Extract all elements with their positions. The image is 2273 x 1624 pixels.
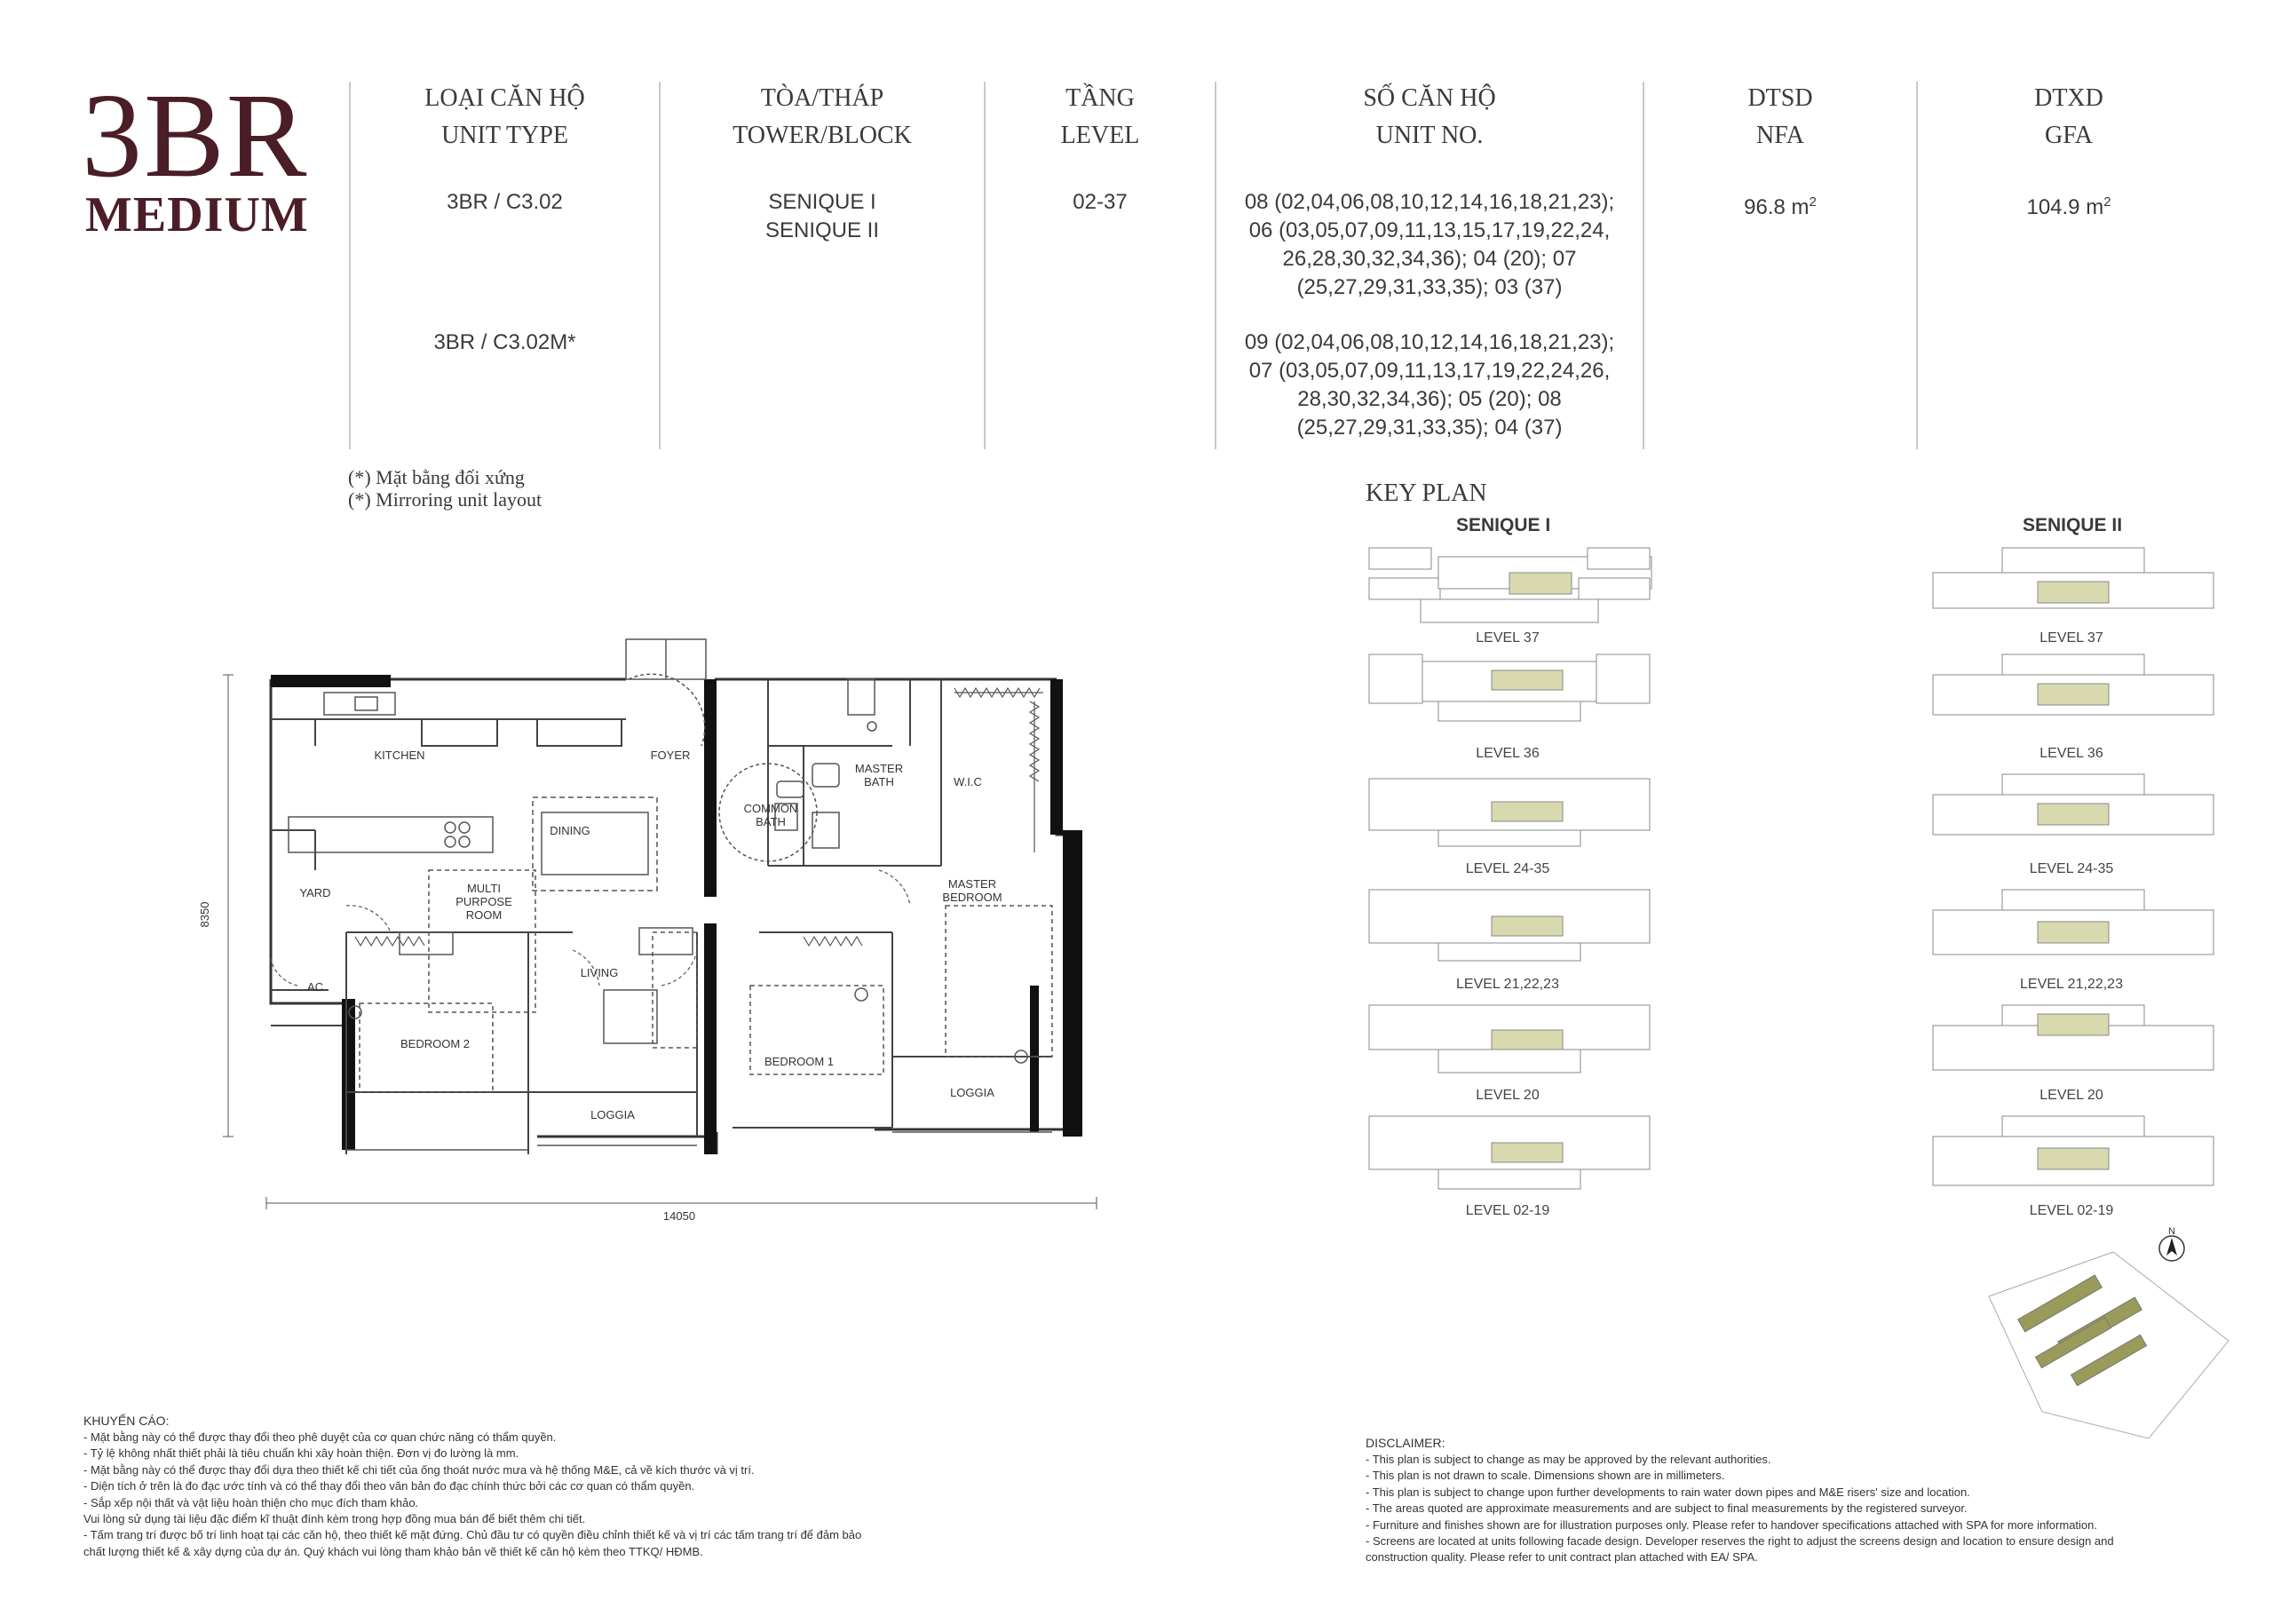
unit-type-value: 3BR / C3.02 [447, 190, 563, 214]
key-plan-tower-1: SENIQUE I [1456, 515, 1551, 535]
title-medium: MEDIUM [85, 187, 309, 242]
room-ac: AC [306, 980, 324, 994]
room-common-bath: COMMON [743, 802, 798, 815]
north-arrow-icon [2156, 1225, 2188, 1264]
header-unit-type: LOẠI CĂN HỘ UNIT TYPE [424, 84, 585, 149]
mirror-note-en: (*) Mirroring unit layout [348, 488, 543, 511]
key-plan-level-label: LEVEL 36 [1476, 746, 1540, 761]
disclaimer-en-title: DISCLAIMER: [1366, 1436, 1445, 1450]
key-plan-senique-2-level-02-19 [1931, 1114, 2215, 1194]
room-wic: W.I.C [954, 775, 982, 788]
key-plan-level-label: LEVEL 24-35 [2029, 861, 2114, 876]
room-bedroom-2: BEDROOM 2 [400, 1037, 471, 1050]
key-plan-tower-2: SENIQUE II [2023, 515, 2123, 535]
mirror-note-vi: (*) Mặt bằng đối xứng [348, 466, 525, 488]
header-gfa: DTXD GFA [2034, 84, 2103, 149]
level-value: 02-37 [1073, 190, 1128, 214]
room-master-bedroom: BEDROOM [942, 891, 1002, 904]
gfa-value: 104.9 $m^2$ [2026, 194, 2111, 219]
key-plan-senique-1-level-20 [1367, 1003, 1651, 1079]
site-plan [1980, 1243, 2237, 1447]
room-master-bath: BATH [864, 775, 894, 788]
key-plan-senique-2-level-37 [1931, 546, 2215, 630]
key-plan-senique-1-level-24-35 [1367, 777, 1651, 848]
unit-type-mirror-value: 3BR / C3.02M* [433, 330, 576, 354]
key-plan-senique-2-level-21-23 [1931, 888, 2215, 968]
room-kitchen: KITCHEN [374, 749, 425, 762]
dim-width: 14050 [662, 1209, 696, 1223]
room-loggia: LOGGIA [950, 1086, 994, 1099]
key-plan-senique-1-level-02-19 [1367, 1114, 1651, 1194]
header-level: TẦNG LEVEL [1060, 84, 1140, 149]
room-dining: DINING [550, 824, 590, 837]
room-multi-purpose: MULTI [466, 882, 502, 895]
floor-plan [200, 639, 1141, 1230]
key-plan-level-label: LEVEL 20 [2039, 1088, 2103, 1103]
nfa-value: 96.8 $m^2$ [1744, 194, 1817, 219]
key-plan-level-label: LEVEL 24-35 [1465, 861, 1550, 876]
key-plan-level-label: LEVEL 21,22,23 [2020, 977, 2123, 992]
room-foyer: FOYER [650, 749, 691, 762]
room-master-bath: MASTER [854, 762, 904, 775]
key-plan-level-label: LEVEL 20 [1476, 1088, 1540, 1103]
dim-height: 8350 [198, 901, 211, 928]
key-plan-senique-2-level-36 [1931, 653, 2215, 724]
key-plan-senique-1-level-37 [1367, 546, 1651, 630]
room-common-bath: BATH [756, 815, 786, 828]
key-plan-level-label: LEVEL 37 [1476, 630, 1540, 646]
key-plan-senique-2-level-24-35 [1931, 772, 2215, 848]
title-3br: 3BR [82, 69, 309, 202]
tower-value: SENIQUE I SENIQUE II [764, 190, 880, 242]
header-nfa: DTSD NFA [1747, 84, 1813, 149]
key-plan-level-label: LEVEL 21,22,23 [1456, 977, 1559, 992]
key-plan-level-label: LEVEL 02-19 [1465, 1203, 1550, 1218]
key-plan-senique-1-level-36 [1367, 653, 1651, 724]
key-plan-level-label: LEVEL 37 [2039, 630, 2103, 646]
room-loggia: LOGGIA [590, 1108, 635, 1121]
key-plan-level-label: LEVEL 02-19 [2029, 1203, 2114, 1218]
room-multi-purpose: PURPOSE [455, 895, 512, 908]
disclaimer-vi-title: KHUYẾN CÁO: [83, 1414, 170, 1428]
unit-no-mirror-value: 09 (02,04,06,08,10,12,14,16,18,21,23); 07 (03,05,07,09,11,13,17,19,22,24,26, 28,30,32,34,36); 05 (20); 08 (25,27,29,31,33,35); 04 (37) [1244, 330, 1615, 440]
key-plan-senique-2-level-20 [1931, 1003, 2215, 1079]
header-tower: TÒA/THÁP TOWER/BLOCK [733, 84, 912, 149]
key-plan-level-label: LEVEL 36 [2039, 746, 2103, 761]
disclaimer-en-list: - This plan is subject to change as may be approved by the relevant authorities. - This plan is not drawn to scale. Dimensions shown are in millimeters. - This plan is subject to change upon further developments to rain water down pipes and M&E risers' size and location. - The areas quoted are approximate measurements and are subject to final measurements by the registered surveyor. - Furniture and finishes shown are for illustration purposes only. Please refer to handover specifications attached with SPA for more information. - Screens are located at units following facade design. Developer reserves the right to adjust the screens design and location to ensure design and construction quality. Please refer to unit contract plan attached with EA/ SPA. [1366, 1453, 2114, 1565]
room-living: LIVING [580, 966, 619, 979]
room-yard: YARD [299, 886, 331, 899]
room-master-bedroom: MASTER [947, 877, 997, 891]
north-label: N [2168, 1226, 2175, 1237]
key-plan-title: KEY PLAN [1366, 479, 1487, 507]
disclaimer-vi-list: - Mặt bằng này có thể được thay đổi theo phê duyệt của cơ quan chức năng có thẩm quyền. - Tỷ lệ không nhất thiết phải là tiêu chuẩn khi xây hoàn thiện. Đơn vị đo lường là mm. - Mặt bằng này có thể được thay đổi dựa theo thiết kế chi tiết của ống thoát nước mưa và hệ thống M&E, cả về kích thước và vị trí. - Diện tích ở trên là đo đạc ước tính và có thể thay đổi theo văn bản đo đạc chính thức bởi các cơ quan có thẩm quyền. - Sắp xếp nội thất và vật liệu hoàn thiện cho mục đích tham khảo. Vui lòng sử dụng tài liệu đặc điểm kĩ thuật đính kèm trong hợp đồng mua bán để biết thêm chi tiết. - Tấm trang trí được bố trí linh hoạt tại các căn hộ, theo thiết kế mặt đứng. Chủ đầu tư có quyền điều chỉnh thiết kế và vị trí các tấm trang trí để đảm bảo chất lượng thiết kế & xây dựng của dự án. Quý khách vui lòng tham khảo bản vẽ thiết kế căn hộ kèm theo TTKQ/ HĐMB. [83, 1430, 862, 1558]
unit-no-value: 08 (02,04,06,08,10,12,14,16,18,21,23); 06 (03,05,07,09,11,13,15,17,19,22,24, 26,28,30,32,34,36); 04 (20); 07 (25,27,29,31,33,35); 03 (37) [1244, 190, 1615, 299]
room-bedroom-1: BEDROOM 1 [764, 1055, 835, 1068]
header-unit-no: SỐ CĂN HỘ UNIT NO. [1363, 84, 1496, 149]
key-plan-senique-1-level-21-23 [1367, 888, 1651, 963]
room-multi-purpose: ROOM [465, 908, 503, 922]
